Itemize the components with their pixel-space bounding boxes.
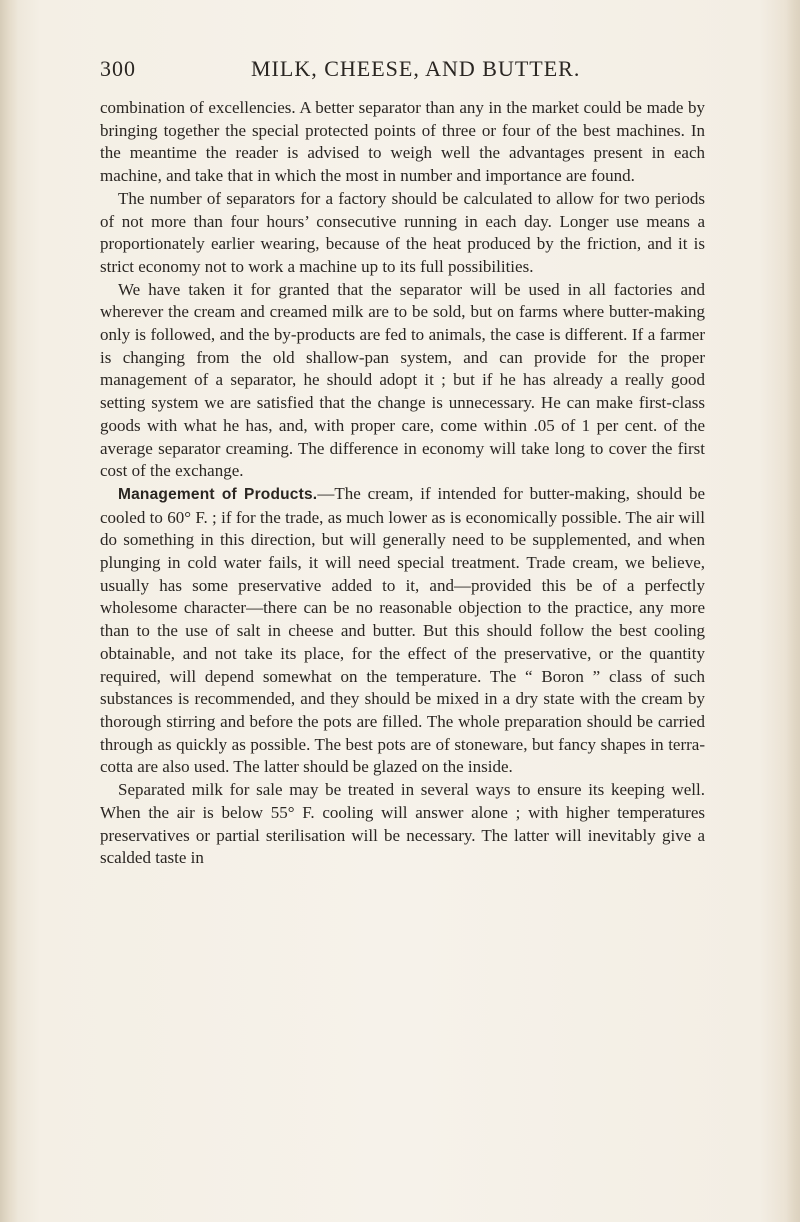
running-header [100,56,705,86]
paragraph-continued: combination of excellencies. A better separator than any in the market could be made by bringing together the special protected points of three or four of the best machines. In the meantime the reader is advised to weigh well the advantages present in each machine, and take that in which the most in number and importance are found. [100,98,705,186]
page-edge-shadow [786,0,800,1222]
page-gutter-shadow [0,0,18,1222]
paragraph-farm-separators: We have taken it for granted that the separator will be used in all factories and wherever the cream and creamed milk are to be sold, but on farms where butter-making only is followed, and the by-products are fed to animals, the case is different. If a farmer is changing from the old shallow-pan system, and can provide for the proper management of a separator, he should adopt it ; but if he has already a really good setting system we are satisfied that the change is unnecessary. He can make first-class goods with what he has, and, with proper care, come within .05 of 1 per cent. of the average separator creaming. The difference in economy will take long to cover the first cost of the exchange. [100,279,705,481]
body-text [100,97,705,870]
paragraph-separator-count: The number of separators for a factory should be calculated to allow for two periods of not more than four hours’ consecutive running in each day. Longer use means a proportionately earlier wearing, because of the heat produced by the friction, and it is strict economy not to work a machine up to its full possibilities. [100,188,705,276]
section-heading: Management of Products. [118,485,318,503]
section-text: —The cream, if intended for butter-making, should be cooled to 60° F. ; if for the trade, as much lower as is economically possible. The air will do something in this direction, but will generally need to be supplemented, and when plunging in cold water fails, it will need special treatment. Trade cream, we believe, usually has some preservative added to it, and—provided this be of a perfectly wholesome character—there can be no reasonable objection to the practice, any more than to the use of salt in cheese and butter. But this should follow the best cooling obtainable, and not take its place, for the effect of the preservative, or the quantity required, will depend somewhat on the temperature. The “ Boron ” class of such substances is recommended, and they should be mixed in a dry state with the cream by thorough stirring and before the pots are filled. The whole preparation should be carried through as quickly as possible. The best pots are of stoneware, but fancy shapes in terra-cotta are also used. The latter should be glazed on the inside. [100,483,705,777]
running-title: MILK, CHEESE, AND BUTTER. [251,56,581,81]
paragraph-separated-milk: Separated milk for sale may be treated in several ways to ensure its keeping well. When the air is below 55° F. cooling will answer alone ; with higher temperatures preservatives or partial sterilisation will be necessary. The latter will inevitably give a scalded taste in [100,780,705,868]
page-number: 300 [100,56,136,81]
paragraph-management-of-products [100,483,705,779]
